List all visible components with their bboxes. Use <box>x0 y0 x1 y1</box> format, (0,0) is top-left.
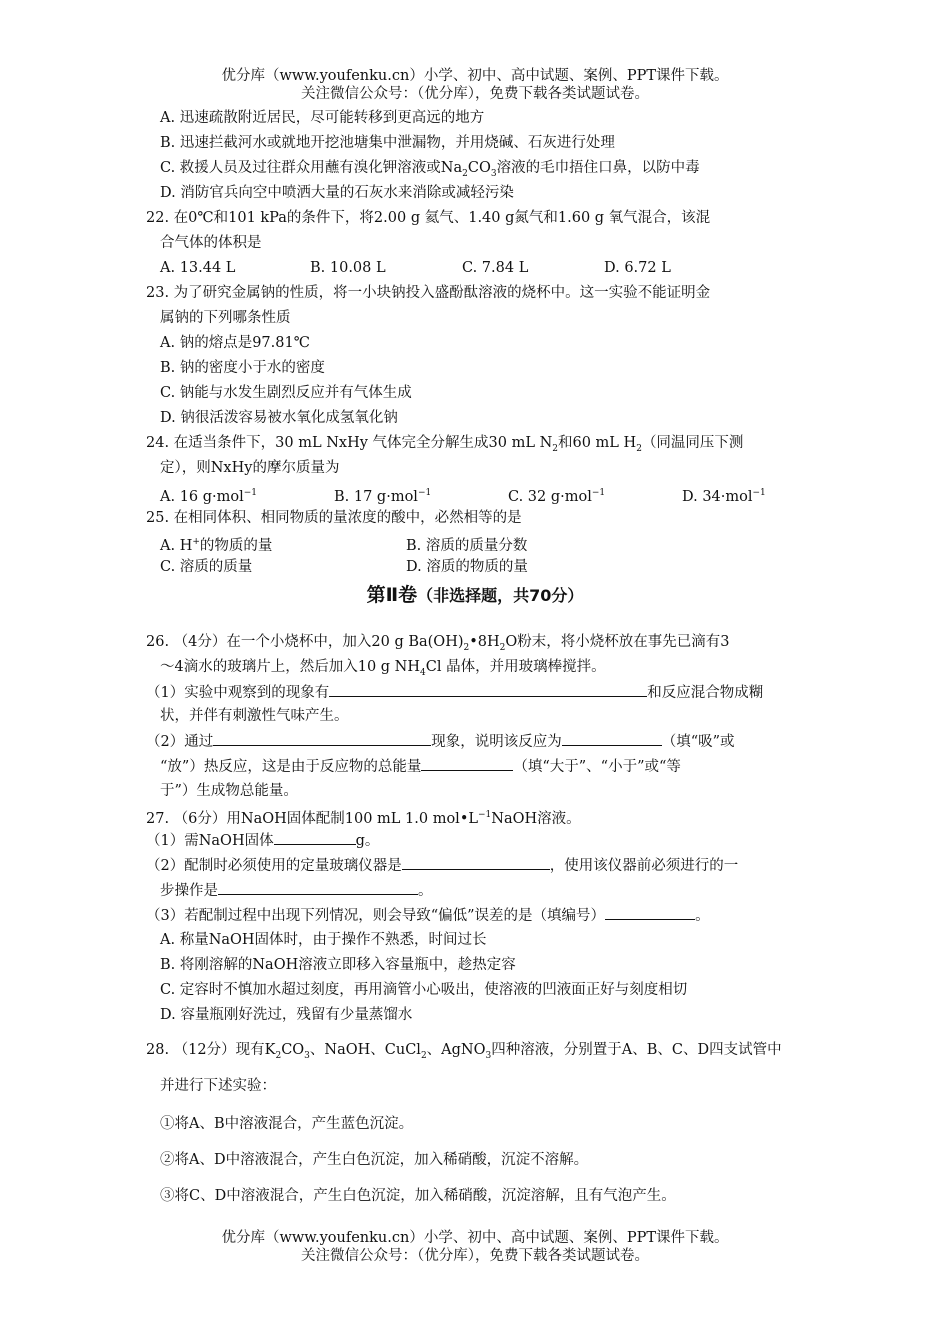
q26-part-1: （1）实验中观察到的现象有 和反应混合物成糊 <box>146 682 763 703</box>
q23-stem-1: 23. 为了研究金属钠的性质，将一小块钠投入盛酚酞溶液的烧杯中。这一实验不能证明金 <box>146 285 711 301</box>
q26-blank-4[interactable] <box>421 756 513 771</box>
q27-part-1: （1）需NaOH固体 g。 <box>146 830 379 851</box>
section-2-title: 第Ⅱ卷（非选择题，共70分） <box>366 584 584 606</box>
footer-line-1: 优分库（www.youfenku.cn）小学、初中、高中试题、案例、PPT课件下载。 <box>221 1230 729 1246</box>
q27-option-c: C. 定容时不慎加水超过刻度，再用滴管小心吸出，使溶液的凹液面正好与刻度相切 <box>160 982 688 998</box>
header-line-2: 关注微信公众号：（优分库），免费下载各类试题试卷。 <box>301 86 649 102</box>
q25-option-b: B. 溶质的质量分数 <box>406 537 528 554</box>
q22-stem-2: 合气体的体积是 <box>160 235 262 251</box>
q26-blank-3[interactable] <box>562 731 662 746</box>
q27-blank-2[interactable] <box>402 855 550 870</box>
q28-stem-2: 并进行下述实验： <box>160 1078 276 1094</box>
q24-stem-2: 定），则NxHy的摩尔质量为 <box>160 460 340 476</box>
q24-stem-1: 24. 在适当条件下，30 mL NxHy 气体完全分解生成30 mL $N_2$和60 mL $H_2$（同温同压下测 <box>146 435 744 454</box>
q26-part-2: （2）通过 现象，说明该反应为 （填“吸”或 <box>146 731 735 752</box>
q25-option-d: D. 溶质的物质的量 <box>406 559 528 575</box>
q26-part-1-cont: 状，并伴有刺激性气味产生。 <box>160 708 349 724</box>
q22-option-d: D. 6.72 L <box>604 260 671 276</box>
q22-option-c: C. 7.84 L <box>462 260 529 276</box>
q28-experiment-3: ③将C、D中溶液混合，产生白色沉淀，加入稀硝酸，沉淀溶解，且有气泡产生。 <box>160 1188 676 1204</box>
header-line-1: 优分库（www.youfenku.cn）小学、初中、高中试题、案例、PPT课件下载。 <box>221 68 729 84</box>
q21-option-c: C. 救援人员及过往群众用蘸有溴化钾溶液或$Na_2CO_3$溶液的毛巾捂住口鼻，以防中毒 <box>160 160 700 179</box>
q27-part-2: （2）配制时必须使用的定量玻璃仪器是 ，使用该仪器前必须进行的一 <box>146 855 738 876</box>
q28-experiment-1: ①将A、B中溶液混合，产生蓝色沉淀。 <box>160 1116 414 1132</box>
q25-option-a: A. H+的物质的量 <box>160 537 273 554</box>
q21-option-d: D. 消防官兵向空中喷洒大量的石灰水来消除或减轻污染 <box>160 185 514 201</box>
q27-option-b: B. 将刚溶解的NaOH溶液立即移入容量瓶中，趁热定容 <box>160 957 516 973</box>
footer-line-2: 关注微信公众号：（优分库），免费下载各类试题试卷。 <box>301 1248 649 1264</box>
q26-blank-2[interactable] <box>213 731 431 746</box>
q27-option-d: D. 容量瓶刚好洗过，残留有少量蒸馏水 <box>160 1007 413 1023</box>
q24-option-b: B. 17 g·mol$^{-1}$ <box>334 488 432 505</box>
q23-option-c: C. 钠能与水发生剧烈反应并有气体生成 <box>160 385 412 401</box>
q24-option-a: A. 16 g·mol$^{-1}$ <box>160 488 258 505</box>
q27-part-2-cont: 步操作是 。 <box>160 880 433 901</box>
q26-blank-1[interactable] <box>329 682 647 697</box>
q27-option-a: A. 称量NaOH固体时，由于操作不熟悉，时间过长 <box>160 932 487 948</box>
q27-blank-3[interactable] <box>218 880 418 895</box>
q27-blank-4[interactable] <box>605 905 695 920</box>
q23-option-b: B. 钠的密度小于水的密度 <box>160 360 325 376</box>
q24-option-d: D. 34·mol$^{-1}$ <box>682 488 766 505</box>
q27-blank-1[interactable] <box>274 830 356 845</box>
q22-option-b: B. 10.08 L <box>310 260 386 276</box>
q23-option-d: D. 钠很活泼容易被水氧化成氢氧化钠 <box>160 410 398 426</box>
q28-experiment-2: ②将A、D中溶液混合，产生白色沉淀，加入稀硝酸，沉淀不溶解。 <box>160 1152 589 1168</box>
q21-option-a: A. 迅速疏散附近居民，尽可能转移到更高远的地方 <box>160 110 485 126</box>
q24-options <box>160 483 766 507</box>
q25-options-row-1 <box>160 532 527 556</box>
q21-option-b: B. 迅速拦截河水或就地开挖池塘集中泄漏物，并用烧碱、石灰进行处理 <box>160 135 615 151</box>
q23-option-a: A. 钠的熔点是97.81℃ <box>160 335 310 351</box>
q24-option-c: C. 32 g·mol$^{-1}$ <box>508 488 606 505</box>
q25-options-row-2 <box>160 557 528 577</box>
q26-stem-2: ～4滴水的玻璃片上，然后加入10 g $NH_4Cl$ 晶体，并用玻璃棒搅拌。 <box>160 659 606 678</box>
q27-stem: 27. （6分）用NaOH固体配制100 mL 1.0 $mol•L^{-1}NaOH$溶液。 <box>146 810 581 827</box>
q26-part-2-cont: “放”）热反应，这是由于反应物的总能量 （填“大于”、“小于”或“等 <box>160 756 681 777</box>
q23-stem-2: 属钠的下列哪条性质 <box>160 310 291 326</box>
q25-stem: 25. 在相同体积、相同物质的量浓度的酸中，必然相等的是 <box>146 510 522 526</box>
q22-stem-1: 22. 在0℃和101 kPa的条件下，将2.00 g 氦气、1.40 g氮气和1.60 g 氧气混合，该混 <box>146 210 711 226</box>
q26-stem-1: 26. （4分）在一个小烧杯中，加入20 g $Ba(OH)_2•8H_2O$粉末，将小烧杯放在事先已滴有3 <box>146 634 730 653</box>
q28-stem-1: 28. （12分）现有$K_2CO_3$、NaOH、CuCl$_2$、AgNO$_3$四种溶液，分别置于A、B、C、D四支试管中 <box>146 1042 782 1061</box>
q25-option-c: C. 溶质的质量 <box>160 559 253 575</box>
q22-option-a: A. 13.44 L <box>160 260 236 276</box>
q26-part-2-end: 于”）生成物总能量。 <box>160 783 298 799</box>
q22-options <box>160 258 671 278</box>
q27-part-3: （3）若配制过程中出现下列情况，则会导致“偏低”误差的是（填编号） 。 <box>146 905 710 926</box>
